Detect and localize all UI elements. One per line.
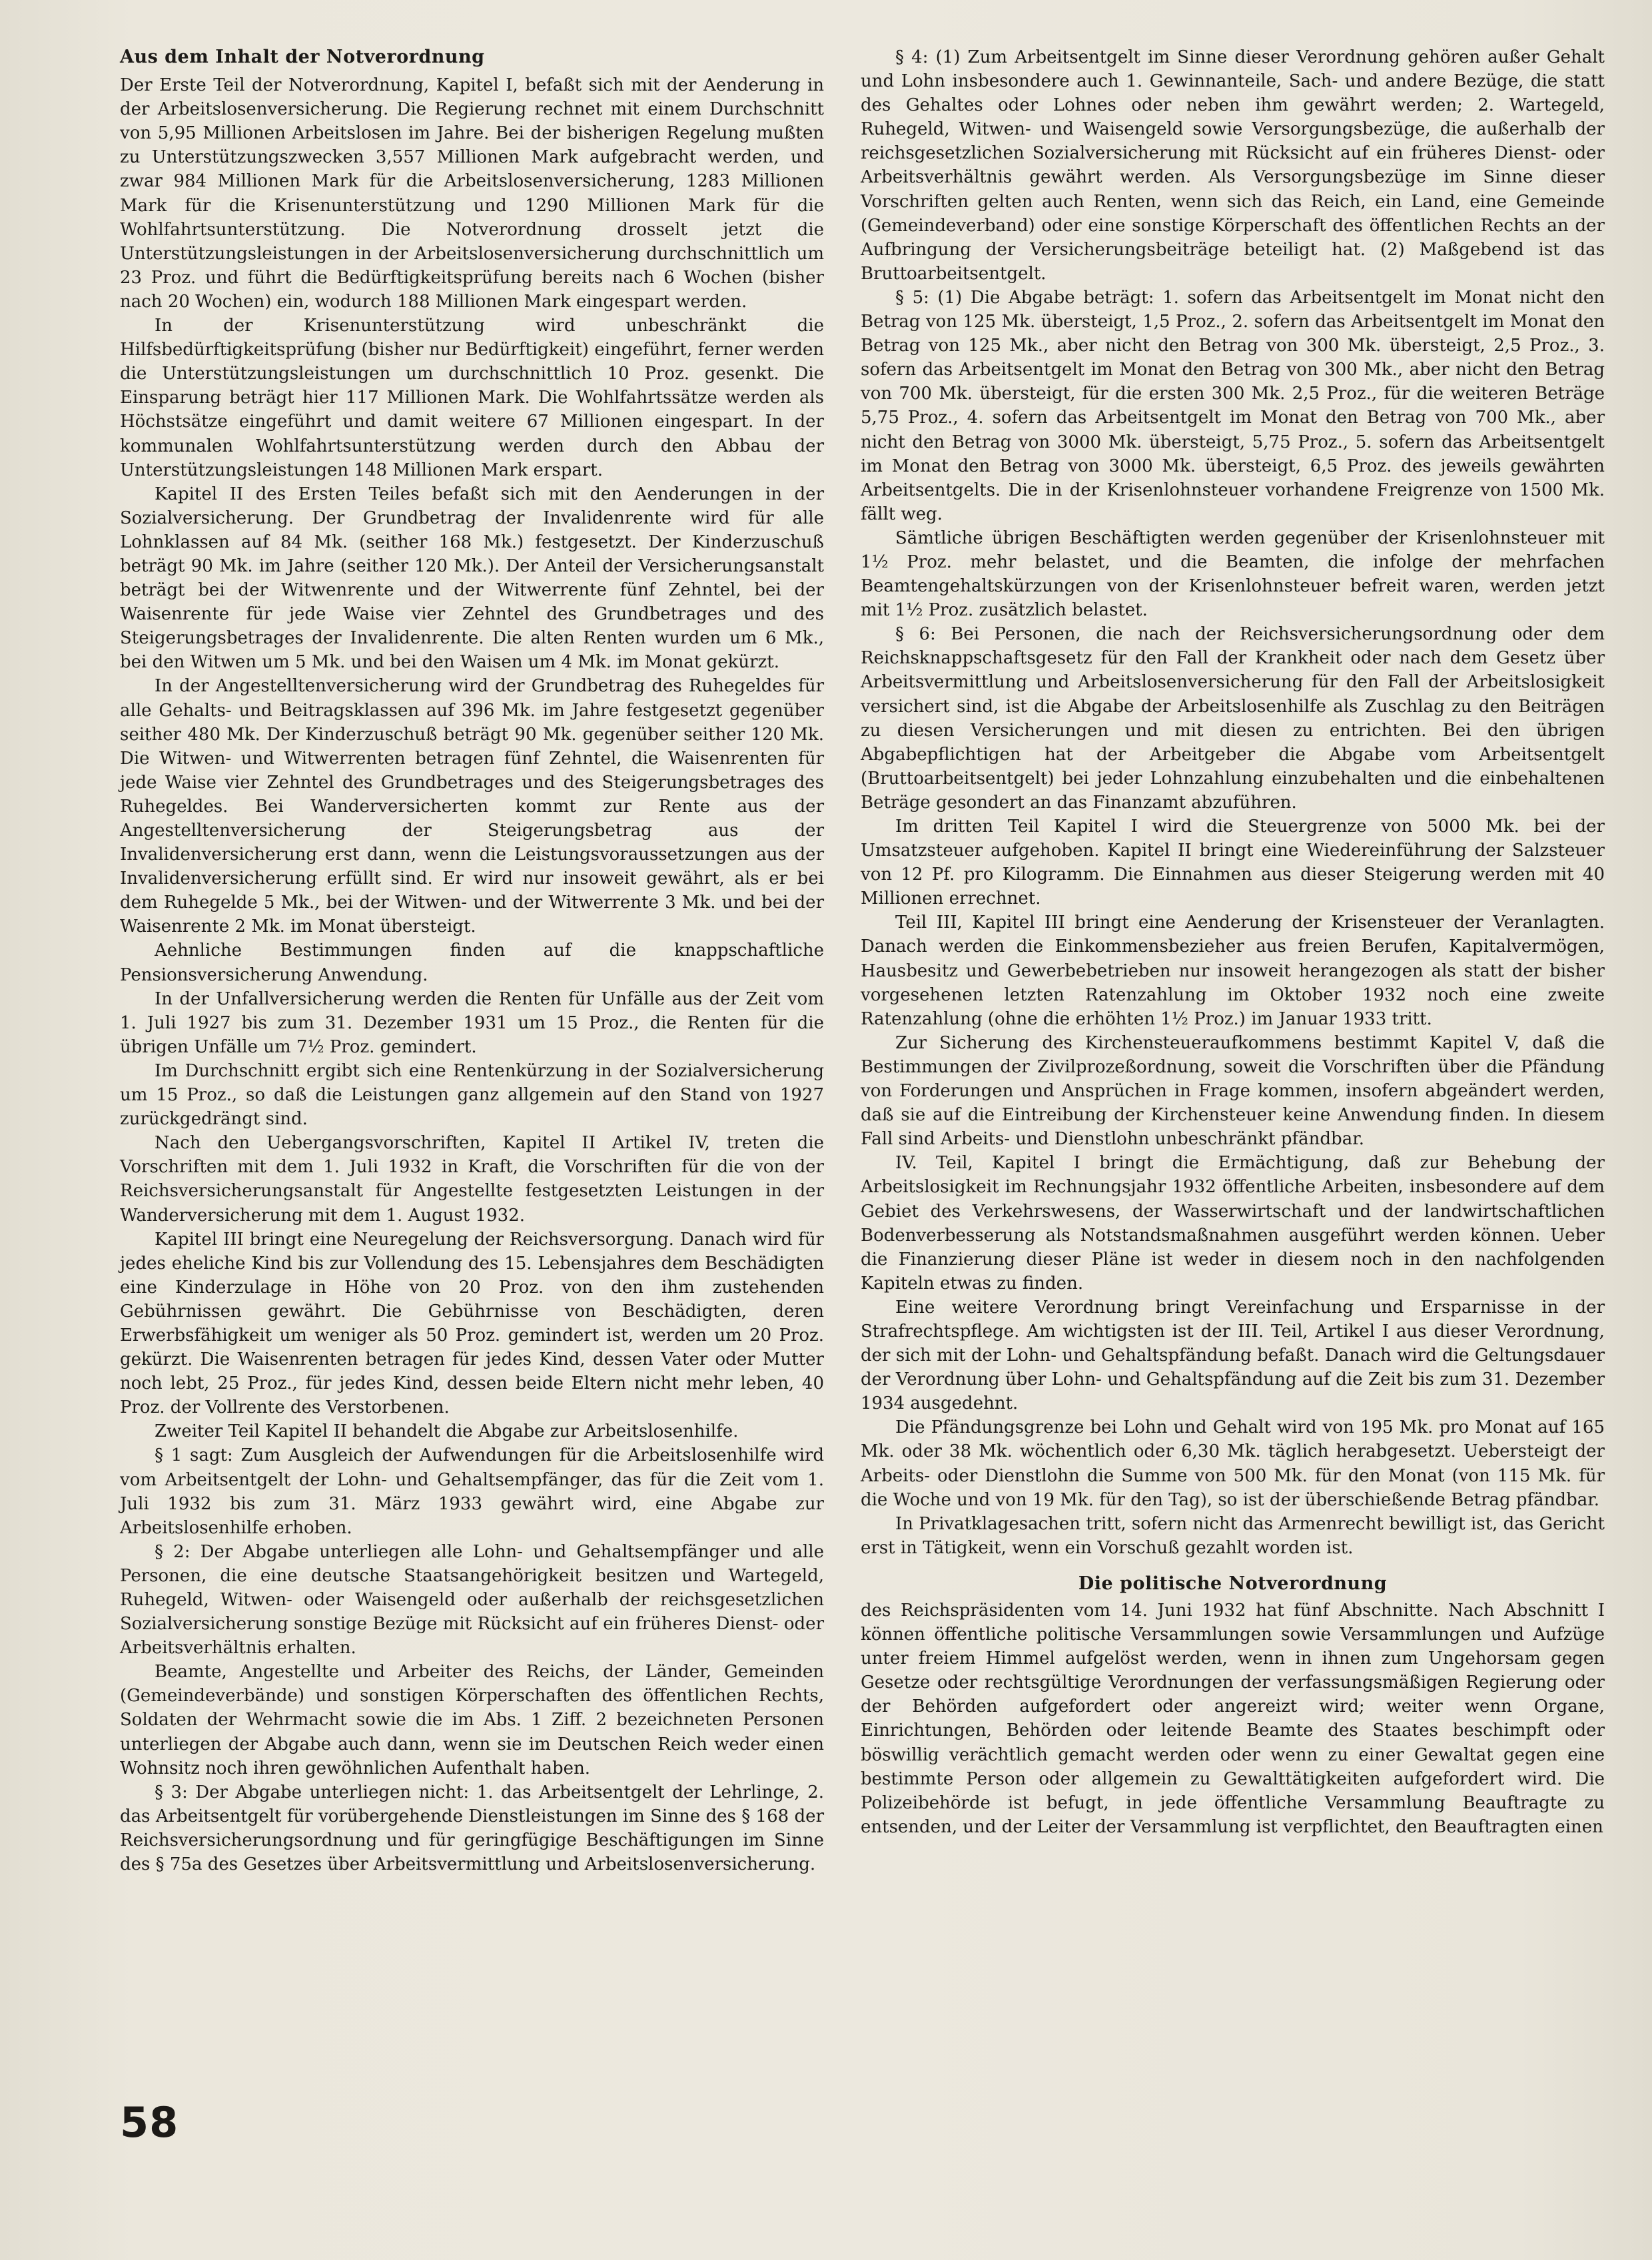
paragraph: Kapitel III bringt eine Neuregelung der Reichsversorgung. Danach wird für jedes eheliche Kind bis zur Vollendung des 15. Lebensjahres dem Beschädigten eine Kinderzulage in Höhe von 20 Proz. von den ihm zustehenden Gebührnissen gewährt. Die Gebührnisse von Beschädigten, deren Erwerbsfähigkeit um weniger als 50 Proz. gemindert ist, werden um 20 Proz. gekürzt. Die Waisenrenten betragen für jedes Kind, dessen Vater oder Mutter noch lebt, 25 Proz., für jedes Kind, dessen beide Eltern nicht mehr leben, 40 Proz. der Vollrente des Verstorbenen.	[120, 1229, 824, 1418]
paragraph: Aehnliche Bestimmungen finden auf die knappschaftliche Pensionsversicherung Anwendung.	[120, 941, 824, 985]
article-heading: Aus dem Inhalt der Notverordnung	[120, 47, 485, 67]
paragraph: Nach den Uebergangsvorschriften, Kapitel II Artikel IV, treten die Vorschriften mit dem 1. Juli 1932 in Kraft, die Vorschriften für die von der Reichsversicherungsanstalt für Angestellte festgesetzten Leistungen in der Wanderversicherung mit dem 1. August 1932.	[120, 1133, 824, 1226]
paragraph: IV. Teil, Kapitel I bringt die Ermächtigung, daß zur Behebung der Arbeitslosigkeit im Rechnungsjahr 1932 öffentliche Arbeiten, insbesondere auf dem Gebiet des Verkehrswesens, der Wasserwirtschaft und der landwirtschaftlichen Bodenverbesserung als Notstandsmaßnahmen ausgeführt werden können. Ueber die Finanzierung dieser Pläne ist weder in diesem noch in den nachfolgenden Kapiteln etwas zu finden.	[861, 1153, 1605, 1294]
page-number: 58	[120, 2098, 179, 2147]
paragraph: Im dritten Teil Kapitel I wird die Steuergrenze von 5000 Mk. bei der Umsatzsteuer aufgehoben. Kapitel II bringt eine Wiedereinführung der Salzsteuer von 12 Pf. pro Kilogramm. Die Einnahmen aus dieser Steigerung werden mit 40 Millionen errechnet.	[861, 817, 1605, 909]
paragraph: Zur Sicherung des Kirchensteueraufkommens bestimmt Kapitel V, daß die Bestimmungen der Zivilprozeßordnung, soweit die Vorschriften über die Pfändung von Forderungen und Ansprüchen in Frage kommen, insofern abgeändert werden, daß sie auf die Eintreibung der Kirchensteuer keine Anwendung finden. In diesem Fall sind Arbeits- und Dienstlohn unbeschränkt pfändbar.	[861, 1032, 1605, 1150]
paragraph: § 1 sagt: Zum Ausgleich der Aufwendungen für die Arbeitslosenhilfe wird vom Arbeitsentgelt der Lohn- und Gehaltsempfänger, das für die Zeit vom 1. Juli 1932 bis zum 31. März 1933 gewährt wird, eine Abgabe zur Arbeitslosenhilfe erhoben.	[120, 1445, 824, 1538]
paragraph: § 2: Der Abgabe unterliegen alle Lohn- und Gehaltsempfänger und alle Personen, die eine deutsche Staatsangehörigkeit besitzen und Wartegeld, Ruhegeld, Witwen- oder Waisengeld oder außerhalb der reichsgesetzlichen Sozialversicherung sonstige Bezüge mit Rücksicht auf ein früheres Dienst- oder Arbeitsverhältnis erhalten.	[120, 1541, 824, 1659]
paragraph: In Privatklagesachen tritt, sofern nicht das Armenrecht bewilligt ist, das Gericht erst in Tätigkeit, wenn ein Vorschuß gezahlt worden ist.	[861, 1513, 1605, 1558]
paragraph: In der Unfallversicherung werden die Renten für Unfälle aus der Zeit vom 1. Juli 1927 bis zum 31. Dezember 1931 um 15 Proz., die Renten für die übrigen Unfälle um 7½ Proz. gemindert.	[120, 988, 824, 1057]
paragraph: § 3: Der Abgabe unterliegen nicht: 1. das Arbeitsentgelt der Lehrlinge, 2. das Arbeitsentgelt für vorübergehende Dienstleistungen im Sinne des § 168 der Reichsversicherungsordnung und für geringfügige Beschäftigungen im Sinne des § 75a des Gesetzes über Arbeitsvermittlung und Arbeitslosenversicherung.	[120, 1782, 824, 1875]
paragraph: Der Erste Teil der Notverordnung, Kapitel I, befaßt sich mit der Aenderung in der Arbeitslosenversicherung. Die Regierung rechnet mit einem Durchschnitt von 5,95 Millionen Arbeitslosen im Jahre. Bei der bisherigen Regelung mußten zu Unterstützungszwecken 3,557 Millionen Mark aufgebracht werden, und zwar 984 Millionen Mark für die Arbeitslosenversicherung, 1283 Millionen Mark für die Krisenunterstützung und 1290 Millionen Mark für die Wohlfahrtsunterstützung. Die Notverordnung drosselt jetzt die Unterstützungsleistungen in der Arbeitslosenversicherung durchschnittlich um 23 Proz. und führt die Bedürftigkeitsprüfung bereits nach 6 Wochen (bisher nach 20 Wochen) ein, wodurch 188 Millionen Mark eingespart werden.	[120, 75, 824, 312]
paragraph: Teil III, Kapitel III bringt eine Aenderung der Krisensteuer der Veranlagten. Danach werden die Einkommensbezieher aus freien Berufen, Kapitalvermögen, Hausbesitz und Gewerbebetrieben nur insoweit herangezogen als statt der bisher vorgesehenen letzten Ratenzahlung im Oktober 1932 noch eine zweite Ratenzahlung (ohne die erhöhten 1½ Proz.) im Januar 1933 tritt.	[861, 913, 1605, 1029]
paragraph: § 5: (1) Die Abgabe beträgt: 1. sofern das Arbeitsentgelt im Monat nicht den Betrag von 125 Mk. übersteigt, 1,5 Proz., 2. sofern das Arbeitsentgelt im Monat den Betrag von 125 Mk., aber nicht den Betrag von 300 Mk. übersteigt, 2,5 Proz., 3. sofern das Arbeitsentgelt im Monat den Betrag von 300 Mk., aber nicht den Betrag von 700 Mk. übersteigt, für die ersten 300 Mk. 2,5 Proz., für die weiteren Beträge 5,75 Proz., 4. sofern das Arbeitsentgelt im Monat den Betrag von 700 Mk., aber nicht den Betrag von 3000 Mk. übersteigt, 5,75 Proz., 5. sofern das Arbeitsentgelt im Monat den Betrag von 3000 Mk. übersteigt, 6,5 Proz. des jeweils gewährten Arbeitsentgelts. Die in der Krisenlohnsteuer vorhandene Freigrenze von 1500 Mk. fällt weg.	[861, 287, 1605, 524]
paragraph: Sämtliche übrigen Beschäftigten werden gegenüber der Krisenlohnsteuer mit 1½ Proz. mehr belastet, und die Beamten, die infolge der mehrfachen Beamtengehaltskürzungen von der Krisenlohnsteuer befreit waren, werden jetzt mit 1½ Proz. zusätzlich belastet.	[861, 528, 1605, 621]
right-column	[861, 45, 1605, 1839]
paragraph: Kapitel II des Ersten Teiles befaßt sich mit den Aenderungen in der Sozialversicherung. Der Grundbetrag der Invalidenrente wird für alle Lohnklassen auf 84 Mk. (seither 168 Mk.) festgesetzt. Der Kinderzuschuß beträgt 90 Mk. im Jahre (seither 120 Mk.). Der Anteil der Versicherungsanstalt beträgt bei der Witwenrente und der Witwerrente fünf Zehntel, bei der Waisenrente für jede Waise vier Zehntel des Grundbetrages und des Steigerungsbetrages der Invalidenrente. Die alten Renten wurden um 6 Mk., bei den Witwen um 5 Mk. und bei den Waisen um 4 Mk. im Monat gekürzt.	[120, 484, 824, 673]
paragraph: Beamte, Angestellte und Arbeiter des Reichs, der Länder, Gemeinden (Gemeindeverbände) und sonstigen Körperschaften des öffentlichen Rechts, Soldaten der Wehrmacht sowie die im Abs. 1 Ziff. 2 bezeichneten Personen unterliegen der Abgabe auch dann, wenn sie im Deutschen Reich weder einen Wohnsitz noch ihren gewöhnlichen Aufenthalt haben.	[120, 1662, 824, 1778]
paragraph: Im Durchschnitt ergibt sich eine Rentenkürzung in der Sozialversicherung um 15 Proz., so daß die Leistungen ganz allgemein auf den Stand von 1927 zurückgedrängt sind.	[120, 1060, 824, 1130]
paragraph: § 4: (1) Zum Arbeitsentgelt im Sinne dieser Verordnung gehören außer Gehalt und Lohn insbesondere auch 1. Gewinnanteile, Sach- und andere Bezüge, die statt des Gehaltes oder Lohnes oder neben ihm gewährt werden; 2. Wartegeld, Ruhegeld, Witwen- und Waisengeld sowie Versorgungsbezüge, die außerhalb der reichsgesetzlichen Sozialversicherung mit Rücksicht auf ein früheres Dienst- oder Arbeitsverhältnis gewährt werden. Als Versorgungsbezüge im Sinne dieser Vorschriften gelten auch Renten, wenn sich das Reich, ein Land, eine Gemeinde (Gemeindeverband) oder eine sonstige Körperschaft des öffentlichen Rechts an der Aufbringung der Versicherungsbeiträge beteiligt hat. (2) Maßgebend ist das Bruttoarbeitsentgelt.	[861, 47, 1605, 284]
paragraph: In der Angestelltenversicherung wird der Grundbetrag des Ruhegeldes für alle Gehalts- und Beitragsklassen auf 396 Mk. im Jahre festgesetzt gegenüber seither 480 Mk. Der Kinderzuschuß beträgt 90 Mk. gegenüber seither 120 Mk. Die Witwen- und Witwerrenten betragen fünf Zehntel, die Waisenrenten für jede Waise vier Zehntel des Grundbetrages und des Steigerungsbetrages des Ruhegeldes. Bei Wanderversicherten kommt zur Rente aus der Angestelltenversicherung der Steigerungsbetrag aus der Invalidenversicherung erst dann, wenn die Leistungsvoraussetzungen aus der Invalidenversicherung erfüllt sind. Er wird nur insoweit gewährt, als er bei dem Ruhegelde 5 Mk., bei der Witwen- und der Witwerrente 3 Mk. und bei der Waisenrente 2 Mk. im Monat übersteigt.	[120, 676, 824, 937]
paragraph: In der Krisenunterstützung wird unbeschränkt die Hilfsbedürftigkeitsprüfung (bisher nur Bedürftigkeit) eingeführt, ferner werden die Unterstützungsleistungen um durchschnittlich 10 Proz. gesenkt. Die Einsparung beträgt hier 117 Millionen Mark. Die Wohlfahrtssätze werden als Höchstsätze eingeführt und damit weitere 67 Millionen eingespart. In der kommunalen Wohlfahrtsunterstützung werden durch den Abbau der Unterstützungsleistungen 148 Millionen Mark erspart.	[120, 316, 824, 480]
paragraph: Zweiter Teil Kapitel II behandelt die Abgabe zur Arbeitslosenhilfe.	[155, 1421, 739, 1442]
paragraph: § 6: Bei Personen, die nach der Reichsversicherungsordnung oder dem Reichsknappschaftsgesetz für den Fall der Krankheit oder nach dem Gesetz über Arbeitsvermittlung und Arbeitslosenversicherung für den Fall der Arbeitslosigkeit versichert sind, ist die Abgabe der Arbeitslosenhilfe als Zuschlag zu den Beiträgen zu diesen Versicherungen und mit diesen zu entrichten. Bei den übrigen Abgabepflichtigen hat der Arbeitgeber die Abgabe vom Arbeitsentgelt (Bruttoarbeitsentgelt) bei jeder Lohnzahlung einzubehalten und die einbehaltenen Beträge gesondert an das Finanzamt abzuführen.	[861, 624, 1605, 813]
paragraph: Die Pfändungsgrenze bei Lohn und Gehalt wird von 195 Mk. pro Monat auf 165 Mk. oder 38 Mk. wöchentlich oder 6,30 Mk. täglich herabgesetzt. Uebersteigt der Arbeits- oder Dienstlohn die Summe von 500 Mk. für den Monat (von 115 Mk. für die Woche und von 19 Mk. für den Tag), so ist der überschießende Betrag pfändbar.	[861, 1417, 1605, 1510]
section-heading: Die politische Notverordnung	[1078, 1573, 1388, 1594]
paragraph: des Reichspräsidenten vom 14. Juni 1932 hat fünf Abschnitte. Nach Abschnitt I können öffentliche politische Versammlungen sowie Versammlungen und Aufzüge unter freiem Himmel aufgelöst werden, wenn in ihnen zum Ungehorsam gegen Gesetze oder rechtsgültige Verordnungen der verfassungsmäßigen Regierung oder der Behörden aufgefordert oder angereizt wird; weiter wenn Organe, Einrichtungen, Behörden oder leitende Beamte des Staates beschimpft oder böswillig verächtlich gemacht werden oder wenn zu einer Gewaltat gegen eine bestimmte Person oder allgemein zu Gewalttätigkeiten aufgefordert wird. Die Polizeibehörde ist befugt, in jede öffentliche Versammlung Beauftragte zu entsenden, und der Leiter der Versammlung ist verpflichtet, den Beauftragten einen	[861, 1601, 1605, 1837]
paragraph: Eine weitere Verordnung bringt Vereinfachung und Ersparnisse in der Strafrechtspflege. Am wichtigsten ist der III. Teil, Artikel I aus dieser Verordnung, der sich mit der Lohn- und Gehaltspfändung befaßt. Danach wird die Geltungsdauer der Verordnung über Lohn- und Gehaltspfändung auf die Zeit bis zum 31. Dezember 1934 ausgedehnt.	[861, 1297, 1605, 1414]
left-column	[120, 45, 824, 1876]
